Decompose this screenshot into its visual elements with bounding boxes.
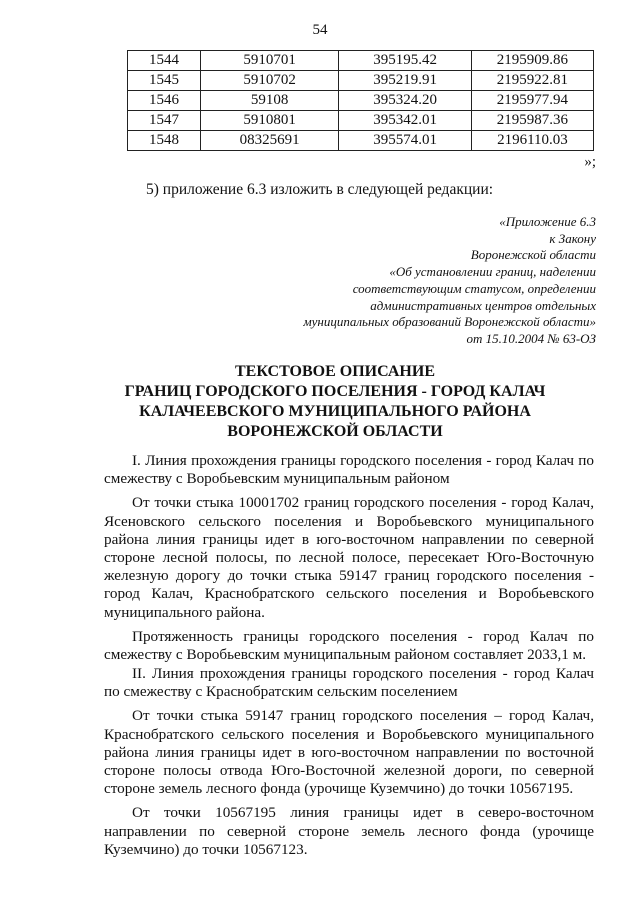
closing-quote: »; (584, 154, 596, 170)
table-cell: 1544 (128, 51, 201, 71)
table-cell: 1548 (128, 131, 201, 151)
appendix-line: муниципальных образований Воронежской области» (303, 314, 596, 330)
title-line: КАЛАЧЕЕВСКОГО МУНИЦИПАЛЬНОГО РАЙОНА (139, 403, 531, 420)
table-cell: 1547 (128, 111, 201, 131)
table-cell: 395324.20 (339, 91, 471, 111)
table-cell: 395574.01 (339, 131, 471, 151)
section-2-paragraph: От точки стыка 59147 границ городского поселения – город Калач, Краснобратского сельского поселения и Воробьевского муниципального района линия границы идет в юго-восточном направлении по восточной стороне полосы отвода Юго-Восточной железной дороги, по северной стороне земель лесного фонда (урочище Куземчино) до точки 10567195. (104, 707, 594, 798)
section-1 (104, 452, 594, 670)
table-cell: 5910801 (200, 111, 339, 131)
table-cell: 2195909.86 (471, 51, 593, 71)
appendix-line: соответствующим статусом, определении (352, 280, 596, 296)
section-1-paragraph: От точки стыка 10001702 границ городского поселения - город Калач, Ясеновского сельского поселения и Воробьевского муниципального района линия границы идет в юго-восточном направлении по северной стороне лесной полосы, по лесной полосе, пересекает Юго-Восточную железную дорогу до точки стыка 59147 границ городского поселения - город Калач, Краснобратского сельского поселения и Воробьевского муниципального района. (104, 494, 594, 621)
table-row (128, 71, 594, 91)
table-cell: 1545 (128, 71, 201, 91)
table-row (128, 91, 594, 111)
page-number: 54 (312, 22, 328, 38)
coordinates-table (127, 50, 594, 151)
appendix-line: «Приложение 6.3 (499, 214, 596, 229)
document-title (60, 362, 610, 442)
table-cell: 2195922.81 (471, 71, 593, 91)
table-cell: 1546 (128, 91, 201, 111)
appendix-reference (236, 214, 596, 348)
table-cell: 395219.91 (339, 71, 471, 91)
section-2-heading: II. Линия прохождения границы городского поселения - город Калач по смежеству с Краснобратским сельским поселением (104, 665, 594, 701)
title-line: ГРАНИЦ ГОРОДСКОГО ПОСЕЛЕНИЯ - ГОРОД КАЛАЧ (124, 383, 546, 400)
appendix-line: к Закону (549, 230, 596, 246)
section-2 (104, 665, 594, 865)
title-line: ТЕКСТОВОЕ ОПИСАНИЕ (234, 363, 435, 380)
table-cell: 08325691 (200, 131, 339, 151)
amendment-intro: 5) приложение 6.3 изложить в следующей редакции: (146, 181, 494, 198)
table-row (128, 131, 594, 151)
appendix-line: «Об установлении границ, наделении (389, 264, 596, 280)
table-cell: 59108 (200, 91, 339, 111)
table-row (128, 51, 594, 71)
table-cell: 2195987.36 (471, 111, 593, 131)
appendix-line: административных центров отдельных (370, 297, 596, 313)
appendix-line: от 15.10.2004 № 63-ОЗ (466, 330, 596, 346)
section-2-paragraph: От точки 10567195 линия границы идет в северо-восточном направлении по северной стороне земель лесного фонда (урочище Куземчино) до точки 10567123. (104, 804, 594, 858)
table-cell: 5910701 (200, 51, 339, 71)
table-cell: 5910702 (200, 71, 339, 91)
table-cell: 2196110.03 (471, 131, 593, 151)
title-line: ВОРОНЕЖСКОЙ ОБЛАСТИ (227, 423, 443, 440)
section-1-heading: I. Линия прохождения границы городского поселения - город Калач по смежеству с Воробьевским муниципальным районом (104, 452, 594, 488)
table-cell: 395342.01 (339, 111, 471, 131)
appendix-line: Воронежской области (470, 247, 596, 263)
table-cell: 2195977.94 (471, 91, 593, 111)
table-row (128, 111, 594, 131)
table-cell: 395195.42 (339, 51, 471, 71)
section-1-length: Протяженность границы городского поселения - город Калач по смежеству с Воробьевским муниципальным районом составляет 2033,1 м. (104, 627, 594, 664)
